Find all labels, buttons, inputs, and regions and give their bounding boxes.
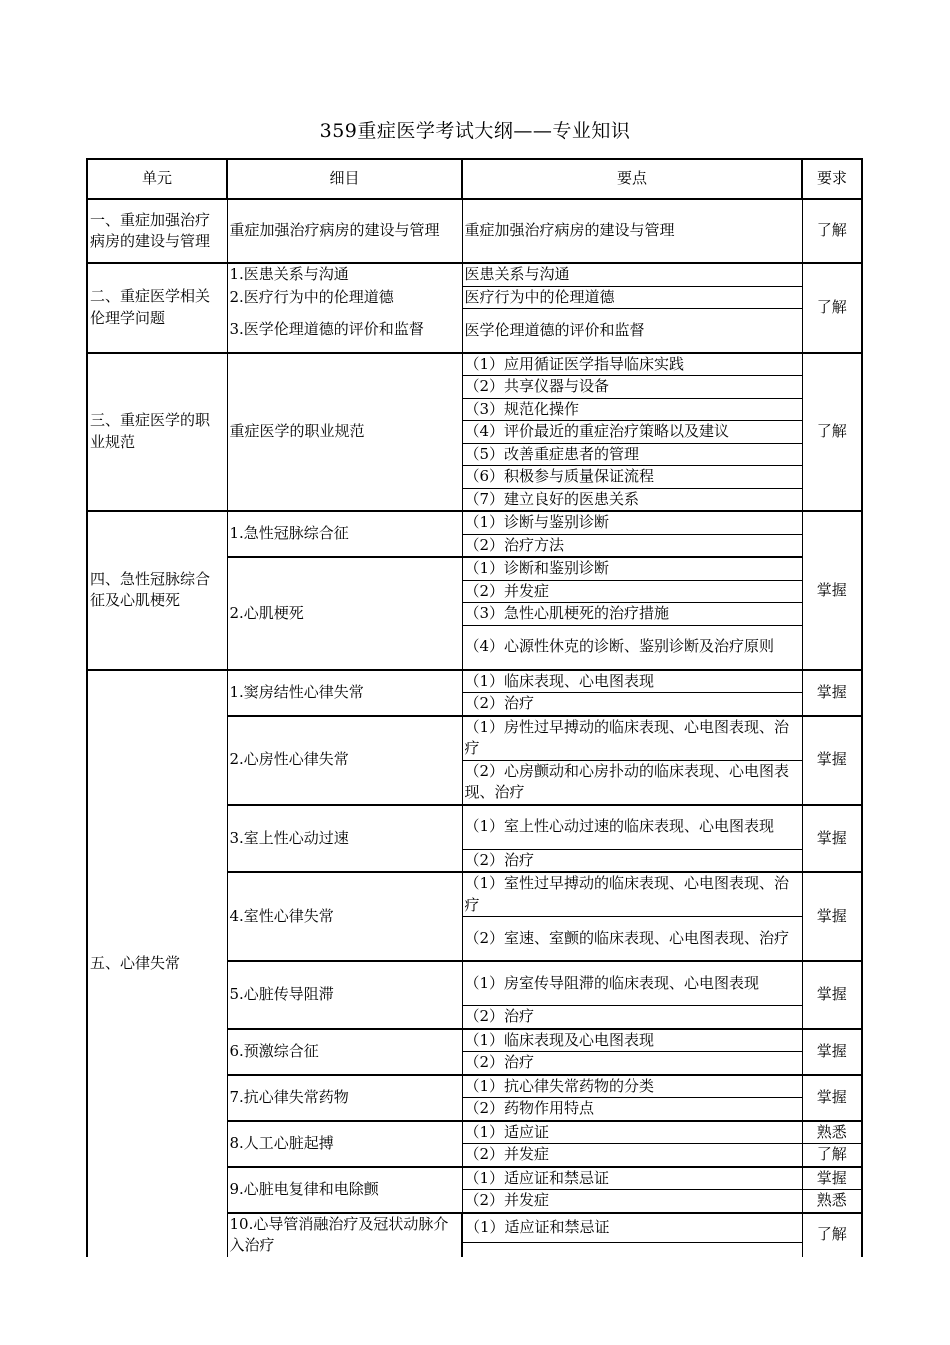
point-cell: （7）建立良好的医患关系 <box>462 488 802 511</box>
requirement-cell: 了解 <box>802 263 862 353</box>
unit-cell: 一、重症加强治疗病房的建设与管理 <box>87 199 227 263</box>
detail-cell: 2.心肌梗死 <box>227 557 462 670</box>
point-cell: （1）临床表现、心电图表现 <box>462 670 802 693</box>
detail-cell: 2.医疗行为中的伦理道德 <box>227 286 462 309</box>
detail-cell: 8.人工心脏起搏 <box>227 1121 462 1167</box>
requirement-cell: 掌握 <box>802 511 862 670</box>
requirement-cell: 了解 <box>802 199 862 263</box>
detail-cell: 2.心房性心律失常 <box>227 716 462 805</box>
detail-cell: 5.心脏传导阻滞 <box>227 961 462 1029</box>
syllabus-table <box>86 158 863 1257</box>
point-cell: （3）规范化操作 <box>462 398 802 421</box>
point-cell: 医学伦理道德的评价和监督 <box>462 309 802 353</box>
requirement-cell: 掌握 <box>802 1029 862 1075</box>
point-cell: （5）改善重症患者的管理 <box>462 443 802 466</box>
point-cell: 医疗行为中的伦理道德 <box>462 286 802 309</box>
detail-cell: 重症加强治疗病房的建设与管理 <box>227 199 462 263</box>
requirement-cell: 掌握 <box>802 872 862 961</box>
detail-cell: 1.医患关系与沟通 <box>227 263 462 286</box>
requirement-cell: 掌握 <box>802 961 862 1029</box>
header-points: 要点 <box>462 159 802 199</box>
point-cell: （2）并发症 <box>462 1190 802 1213</box>
point-cell: （1）适应证和禁忌证 <box>462 1213 802 1243</box>
detail-cell: 6.预激综合征 <box>227 1029 462 1075</box>
point-cell: （1）室性过早搏动的临床表现、心电图表现、治疗 <box>462 872 802 917</box>
detail-cell: 9.心脏电复律和电除颤 <box>227 1167 462 1213</box>
unit-cell: 五、心律失常 <box>87 670 227 1257</box>
point-cell: （2）并发症 <box>462 580 802 603</box>
requirement-cell: 了解 <box>802 1213 862 1257</box>
point-cell: （1）适应证 <box>462 1121 802 1144</box>
unit-cell: 四、急性冠脉综合征及心肌梗死 <box>87 511 227 670</box>
table-header-row <box>87 159 862 199</box>
detail-cell: 3.室上性心动过速 <box>227 805 462 873</box>
page-title: 359重症医学考试大纲——专业知识 <box>319 120 631 142</box>
point-cell: （1）诊断和鉴别诊断 <box>462 557 802 580</box>
point-cell: （2）治疗方法 <box>462 534 802 557</box>
point-cell: （1）房性过早搏动的临床表现、心电图表现、治疗 <box>462 716 802 761</box>
point-cell: （2）心房颤动和心房扑动的临床表现、心电图表现、治疗 <box>462 760 802 805</box>
unit-cell: 三、重症医学的职业规范 <box>87 353 227 512</box>
table-row <box>87 353 862 376</box>
requirement-cell: 掌握 <box>802 716 862 805</box>
point-cell: （2）治疗 <box>462 1052 802 1075</box>
point-cell: （6）积极参与质量保证流程 <box>462 466 802 489</box>
requirement-cell: 掌握 <box>802 805 862 873</box>
point-cell: （1）诊断与鉴别诊断 <box>462 511 802 534</box>
point-cell: （1）临床表现及心电图表现 <box>462 1029 802 1052</box>
detail-cell: 10.心导管消融治疗及冠状动脉介入治疗 <box>227 1213 462 1257</box>
requirement-cell: 掌握 <box>802 1075 862 1121</box>
point-cell: （2）室速、室颤的临床表现、心电图表现、治疗 <box>462 917 802 962</box>
table-row <box>87 263 862 286</box>
header-requirement: 要求 <box>802 159 862 199</box>
point-cell: 医患关系与沟通 <box>462 263 802 286</box>
header-detail: 细目 <box>227 159 462 199</box>
header-unit: 单元 <box>87 159 227 199</box>
table-row <box>87 511 862 534</box>
point-cell: （4）评价最近的重症治疗策略以及建议 <box>462 421 802 444</box>
point-cell: （1）抗心律失常药物的分类 <box>462 1075 802 1098</box>
point-cell: （1）适应证和禁忌证 <box>462 1167 802 1190</box>
detail-cell: 3.医学伦理道德的评价和监督 <box>227 309 462 353</box>
point-cell: （1）房室传导阻滞的临床表现、心电图表现 <box>462 961 802 1006</box>
table-row <box>87 670 862 693</box>
point-cell: （2）治疗 <box>462 693 802 716</box>
detail-cell: 1.窦房结性心律失常 <box>227 670 462 716</box>
unit-cell: 二、重症医学相关伦理学问题 <box>87 263 227 353</box>
point-cell: （2）治疗 <box>462 849 802 872</box>
requirement-cell: 掌握 <box>802 1167 862 1190</box>
point-cell: （2）治疗 <box>462 1006 802 1029</box>
requirement-cell: 掌握 <box>802 670 862 716</box>
point-cell: （3）急性心肌梗死的治疗措施 <box>462 603 802 626</box>
point-cell: （4）心源性休克的诊断、鉴别诊断及治疗原则 <box>462 625 802 670</box>
detail-cell: 重症医学的职业规范 <box>227 353 462 512</box>
point-cell: （1）室上性心动过速的临床表现、心电图表现 <box>462 805 802 850</box>
point-cell: （2）药物作用特点 <box>462 1098 802 1121</box>
point-cell: （1）应用循证医学指导临床实践 <box>462 353 802 376</box>
point-spacer <box>462 1243 802 1257</box>
point-cell: （2）共享仪器与设备 <box>462 376 802 399</box>
detail-cell: 4.室性心律失常 <box>227 872 462 961</box>
requirement-cell: 熟悉 <box>802 1190 862 1213</box>
point-cell: 重症加强治疗病房的建设与管理 <box>462 199 802 263</box>
requirement-cell: 了解 <box>802 1144 862 1167</box>
table-row <box>87 199 862 263</box>
detail-cell: 1.急性冠脉综合征 <box>227 511 462 557</box>
detail-cell: 7.抗心律失常药物 <box>227 1075 462 1121</box>
requirement-cell: 了解 <box>802 353 862 512</box>
point-cell: （2）并发症 <box>462 1144 802 1167</box>
requirement-cell: 熟悉 <box>802 1121 862 1144</box>
